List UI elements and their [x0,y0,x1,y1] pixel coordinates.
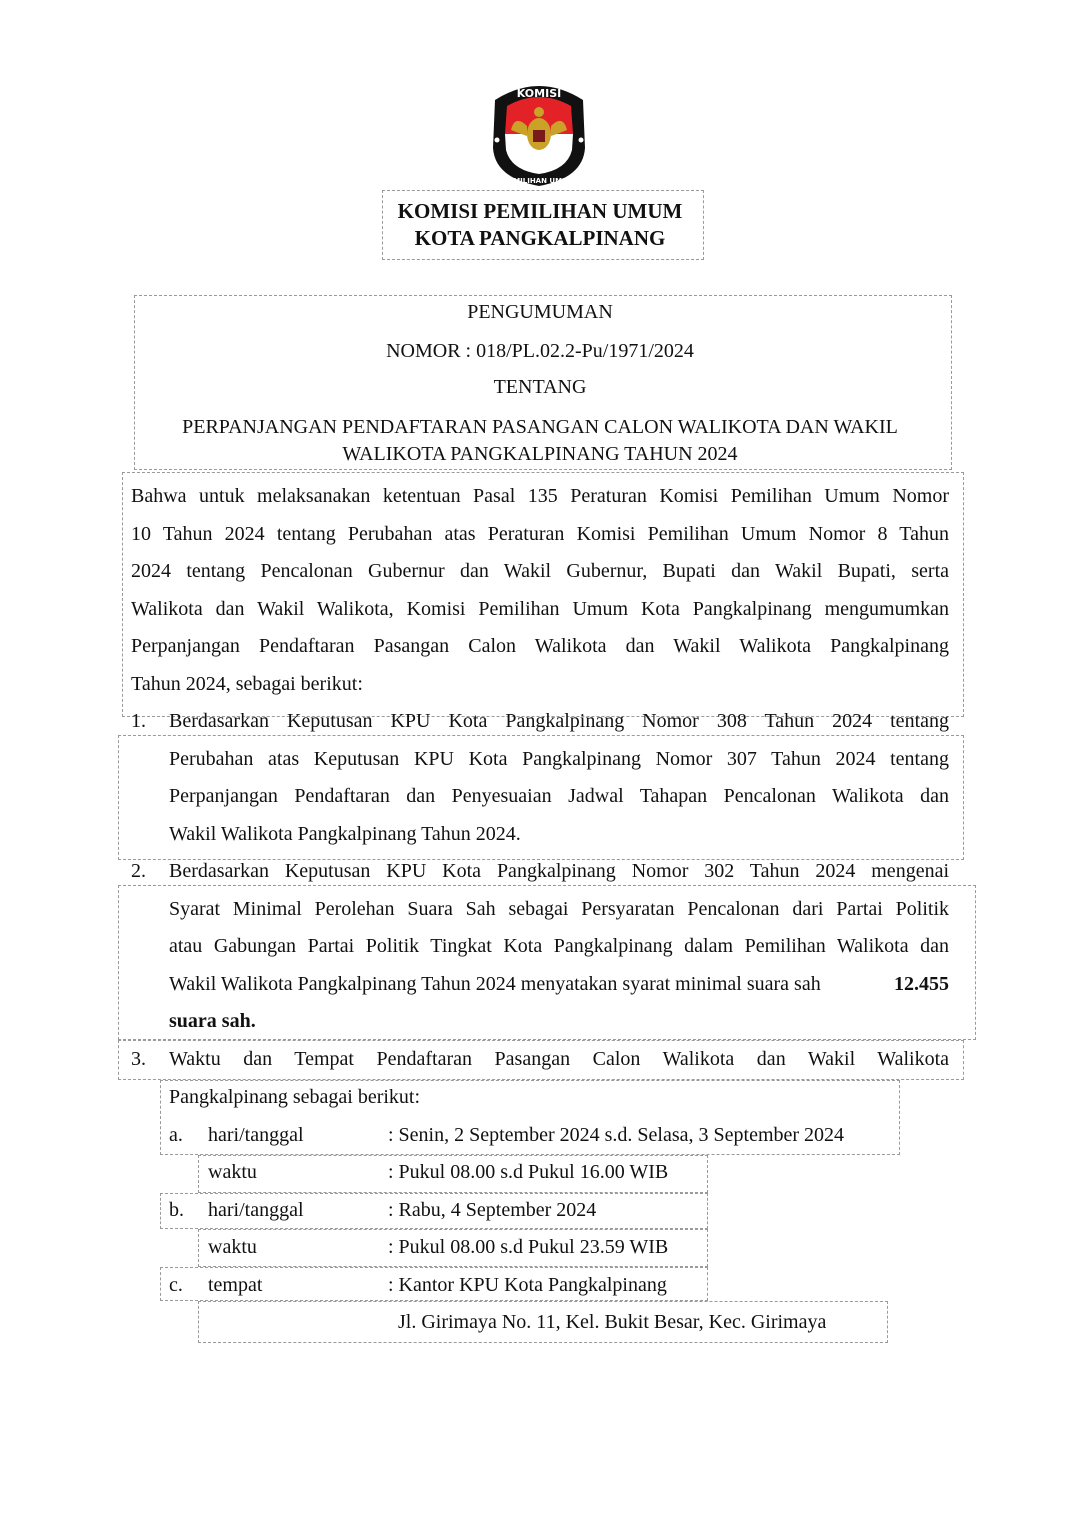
doc-subject [124,414,956,468]
list-item-1 [131,703,949,853]
logo-top-text: KOMISI [516,87,562,100]
item-line: Waktu dan Tempat Pendaftaran Pasangan Calon Walikota dan Wakil Walikota [169,1048,949,1070]
row-value: Jl. Girimaya No. 11, Kel. Bukit Besar, Kec. Girimaya [398,1311,827,1333]
minimum-votes-unit: suara sah. [169,1010,256,1033]
item-line: atau Gabungan Partai Politik Tingkat Kota Pangkalpinang dalam Pemilihan Walikota dan [169,935,949,958]
row-label: waktu [208,1161,257,1183]
schedule-row-c-address [169,1308,826,1336]
org-name-line2: KOTA PANGKALPINANG [414,226,666,250]
schedule-row-b-time [169,1233,668,1261]
doc-about: TENTANG [493,376,587,398]
item-line: Perubahan atas Keputusan KPU Kota Pangkalpinang Nomor 307 Tahun 2024 tentang [169,747,949,770]
row-value: : Pukul 08.00 s.d Pukul 16.00 WIB [388,1161,669,1183]
schedule-row-a-date [169,1121,844,1149]
minimum-votes-value: 12.455 [894,972,949,995]
row-letter: a. [169,1124,183,1146]
schedule-row-a-time [169,1158,668,1186]
logo-bottom-text: PEMILIHAN UMUM [503,177,575,185]
row-value: : Pukul 08.00 s.d Pukul 23.59 WIB [388,1236,669,1258]
row-label: hari/tanggal [208,1199,304,1221]
item-line: Berdasarkan Keputusan KPU Kota Pangkalpinang Nomor 302 Tahun 2024 mengenai [169,860,949,882]
item-line: Berdasarkan Keputusan KPU Kota Pangkalpinang Nomor 308 Tahun 2024 tentang [169,710,949,732]
list-item-2 [131,853,949,1041]
row-value: : Senin, 2 September 2024 s.d. Selasa, 3 September 2024 [388,1124,845,1146]
schedule-row-b-date [169,1196,596,1224]
doc-number: NOMOR : 018/PL.02.2-Pu/1971/2024 [386,340,694,362]
intro-line: 10 Tahun 2024 tentang Perubahan atas Peraturan Komisi Pemilihan Umum Nomor 8 Tahun [131,522,949,545]
schedule-row-c-place [169,1271,667,1299]
doc-subject-line1: PERPANJANGAN PENDAFTARAN PASANGAN CALON WALIKOTA DAN WAKIL [182,416,898,438]
row-label: tempat [208,1274,263,1296]
intro-line: Walikota dan Wakil Walikota, Komisi Pemilihan Umum Kota Pangkalpinang mengumumkan [131,597,949,620]
row-value: : Rabu, 4 September 2024 [388,1199,597,1221]
intro-line: Tahun 2024, sebagai berikut: [131,672,363,695]
item-line: Syarat Minimal Perolehan Suara Sah sebagai Persyaratan Pencalonan dari Partai Politik [169,897,949,920]
doc-kind: PENGUMUMAN [467,301,613,323]
item-line: Pangkalpinang sebagai berikut: [169,1085,421,1108]
row-label: hari/tanggal [208,1124,304,1146]
item-line: Perpanjangan Pendaftaran dan Penyesuaian Jadwal Tahapan Pencalonan Walikota dan [169,785,949,808]
org-name [382,198,698,252]
row-letter: b. [169,1199,184,1221]
intro-line: Perpanjangan Pendaftaran Pasangan Calon Walikota dan Wakil Walikota Pangkalpinang [131,635,949,658]
org-name-line1: KOMISI PEMILIHAN UMUM [397,199,683,223]
doc-subject-line2: WALIKOTA PANGKALPINANG TAHUN 2024 [342,443,738,465]
intro-line: 2024 tentang Pencalonan Gubernur dan Wakil Gubernur, Bupati dan Wakil Bupati, serta [131,560,949,583]
item-number: 3. [131,1048,146,1070]
row-letter: c. [169,1274,183,1296]
item-line: Wakil Walikota Pangkalpinang Tahun 2024. [169,822,521,845]
item-line: Wakil Walikota Pangkalpinang Tahun 2024 menyatakan syarat minimal suara sah [169,972,821,995]
kpu-logo [487,78,591,188]
row-value: : Kantor KPU Kota Pangkalpinang [388,1274,667,1296]
item-number: 1. [131,710,146,732]
intro-paragraph [131,478,949,704]
row-label: waktu [208,1236,257,1258]
intro-line: Bahwa untuk melaksanakan ketentuan Pasal 135 Peraturan Komisi Pemilihan Umum Nomor [131,485,949,507]
item-number: 2. [131,860,146,882]
list-item-3 [131,1041,949,1116]
kpu-emblem-icon [487,78,591,188]
